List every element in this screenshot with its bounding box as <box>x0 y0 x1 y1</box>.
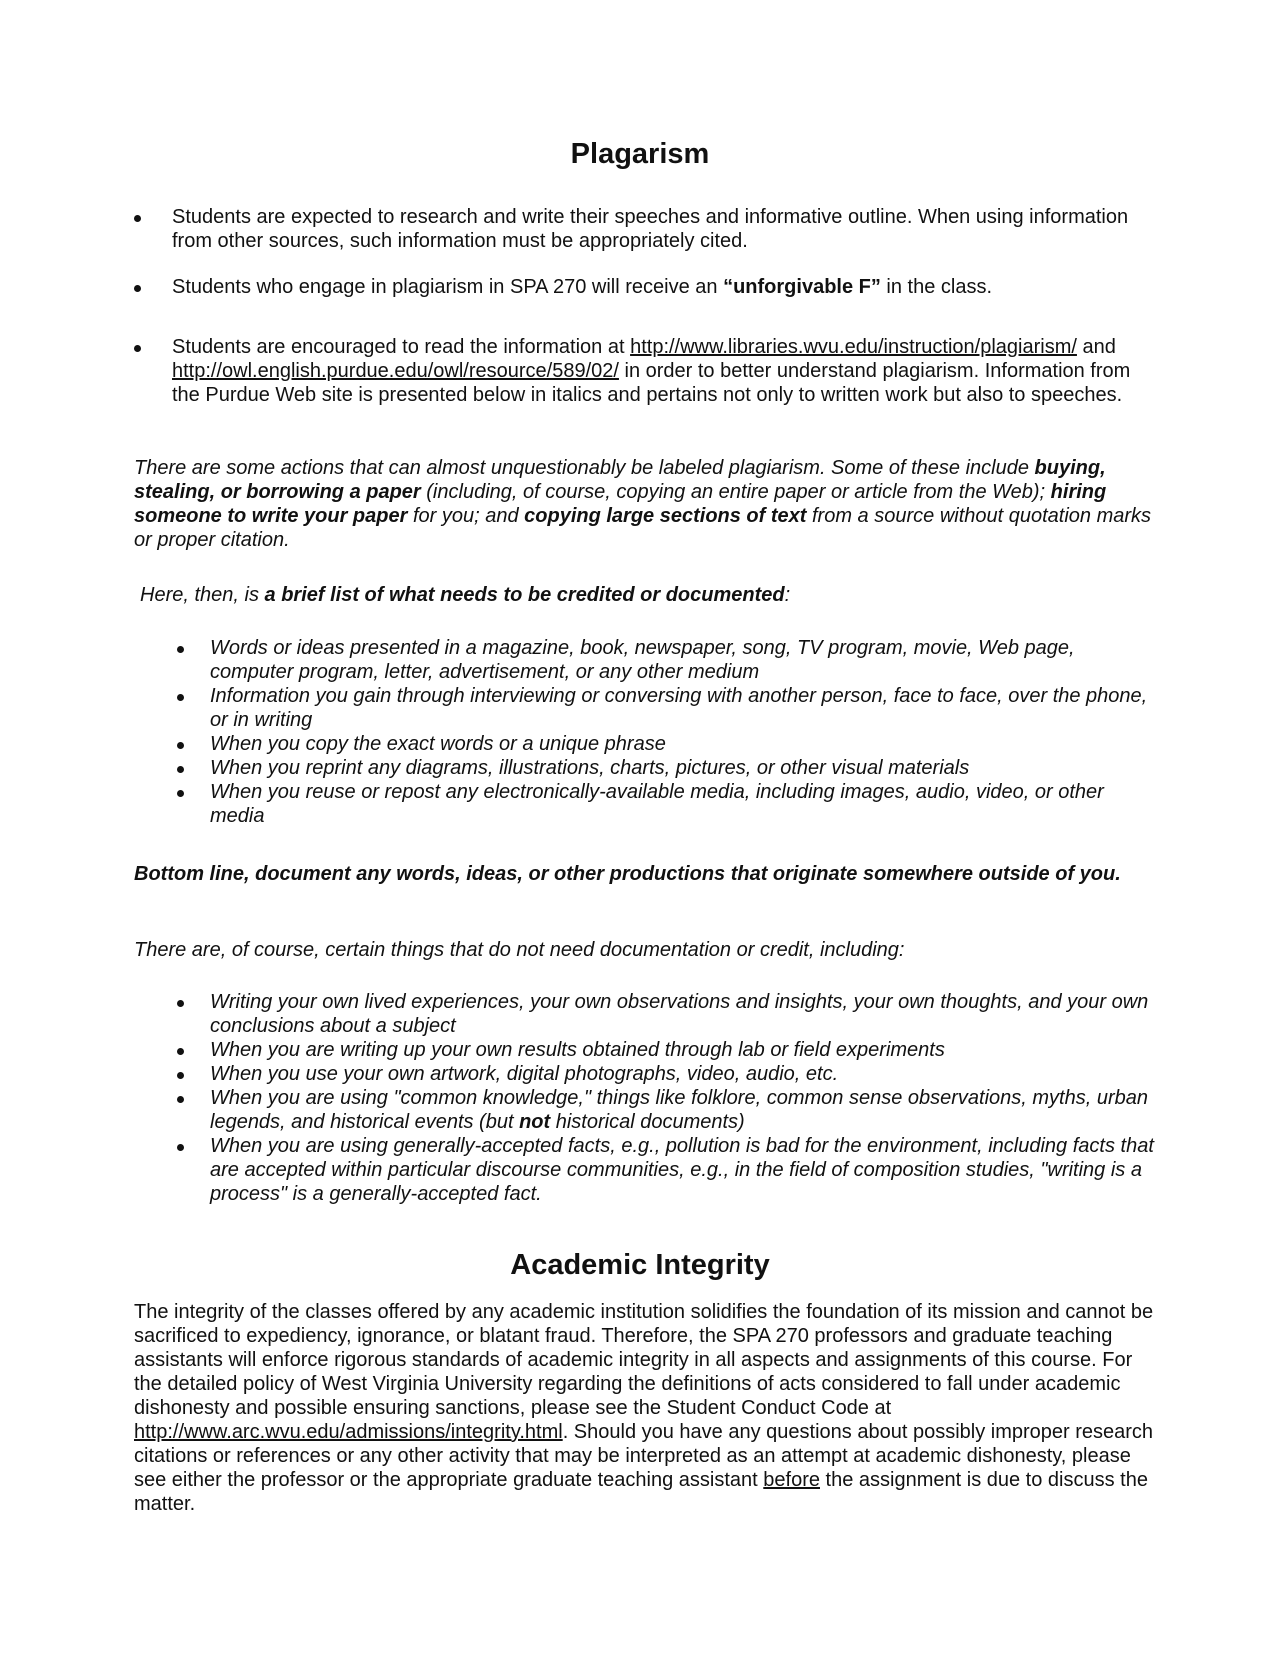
credit-list <box>172 636 1162 828</box>
bullet-text-part: and <box>1076 336 1116 358</box>
bullet-item <box>134 275 1154 299</box>
page-title: Plagarism <box>570 138 710 170</box>
unforgivable-f-label: “unforgivable F” <box>723 276 881 298</box>
text-run: for you; and <box>407 505 525 527</box>
bold-run: not <box>519 1111 551 1133</box>
text-run: . Should you have any questions about possibly improper research citations or references or any other activity that may be interpreted as an attempt at academic dishonesty, please see either the professor or the appropriate graduate teaching assistant <box>134 1421 1154 1491</box>
list-item: Writing your own lived experiences, your own observations and insights, your own thoughts, and your own conclusions about a subject <box>172 990 1162 1038</box>
list-item <box>172 1086 1162 1134</box>
bullet-item <box>134 205 1154 253</box>
text-run: Here, then, is <box>140 584 265 606</box>
bullet-text <box>172 275 1154 299</box>
list-item: When you reuse or repost any electronically-available media, including images, audio, video, or other media <box>172 780 1162 828</box>
bullet-text-part: Students are encouraged to read the information at <box>172 336 631 358</box>
text-run: : <box>784 584 791 606</box>
integrity-paragraph <box>134 1300 1154 1516</box>
list-item: When you use your own artwork, digital photographs, video, audio, etc. <box>172 1062 1162 1086</box>
list-item: Words or ideas presented in a magazine, book, newspaper, song, TV program, movie, Web page, computer program, letter, advertisement, or any other medium <box>172 636 1162 684</box>
list-item: When you are writing up your own results obtained through lab or field experiments <box>172 1038 1162 1062</box>
purdue-intro-paragraph <box>134 456 1154 552</box>
no-credit-intro: There are, of course, certain things that do not need documentation or credit, including: <box>134 939 905 961</box>
text-run: historical documents) <box>550 1111 745 1133</box>
list-item: When you copy the exact words or a unique phrase <box>172 732 1162 756</box>
wvu-plagiarism-link[interactable]: http://www.libraries.wvu.edu/instruction/plagiarism/ <box>630 336 1077 358</box>
bullet-text-part: in the class. <box>880 276 993 298</box>
bold-run: buying, stealing, or borrowing a paper <box>134 457 1106 503</box>
bottom-line: Bottom line, document any words, ideas, or other productions that originate somewhere outside of you. <box>134 863 1121 885</box>
list-item: When you are using generally-accepted facts, e.g., pollution is bad for the environment, including facts that are accepted within particular discourse communities, e.g., in the field of composition studies, "writing is a process" is a generally-accepted fact. <box>172 1134 1162 1206</box>
purdue-owl-link[interactable]: http://owl.english.purdue.edu/owl/resource/589/02/ <box>172 360 619 382</box>
text-run: The integrity of the classes offered by any academic institution solidifies the foundation of its mission and cannot be sacrificed to expediency, ignorance, or blatant fraud. Therefore, the SPA 270 professors and graduate teaching assistants will enforce rigorous standards of academic integrity in all aspects and assignments of this course. For the detailed policy of West Virginia University regarding the definitions of acts considered to fall under academic dishonesty and possible ensuring sanctions, please see the Student Conduct Code at <box>134 1301 1154 1419</box>
bullet-text <box>172 335 1154 407</box>
text-run: When you are using "common knowledge," things like folklore, common sense observations, myths, urban legends, and historical events (but <box>210 1087 1148 1133</box>
list-item: Information you gain through interviewing or conversing with another person, face to face, over the phone, or in writing <box>172 684 1162 732</box>
bullet-text: Students are expected to research and write their speeches and informative outline. When using information from other sources, such information must be appropriately cited. <box>172 206 1129 252</box>
student-conduct-code-link[interactable]: http://www.arc.wvu.edu/admissions/integrity.html <box>134 1421 563 1443</box>
academic-integrity-title: Academic Integrity <box>510 1249 770 1281</box>
text-run: There are some actions that can almost unquestionably be labeled plagiarism. Some of these include <box>134 457 1035 479</box>
bold-run: copying large sections of text <box>524 505 807 527</box>
credit-intro <box>140 583 1160 607</box>
text-run: the assignment is due to discuss the matter. <box>134 1469 1148 1515</box>
list-item: When you reprint any diagrams, illustrations, charts, pictures, or other visual materials <box>172 756 1162 780</box>
no-credit-list <box>172 990 1162 1206</box>
bullet-text-part: Students who engage in plagiarism in SPA 270 will receive an <box>172 276 724 298</box>
text-run: from a source without quotation marks or proper citation. <box>134 505 1152 551</box>
bold-run: a brief list of what needs to be credited or documented <box>264 584 785 606</box>
bold-run: hiring someone to write your paper <box>134 481 1107 527</box>
bullet-text-part: in order to better understand plagiarism. Information from the Purdue Web site is presented below in italics and pertains not only to written work but also to speeches. <box>172 360 1131 406</box>
text-run: (including, of course, copying an entire paper or article from the Web); <box>420 481 1051 503</box>
bullet-item <box>134 335 1154 407</box>
before-emphasis: before <box>763 1469 820 1491</box>
